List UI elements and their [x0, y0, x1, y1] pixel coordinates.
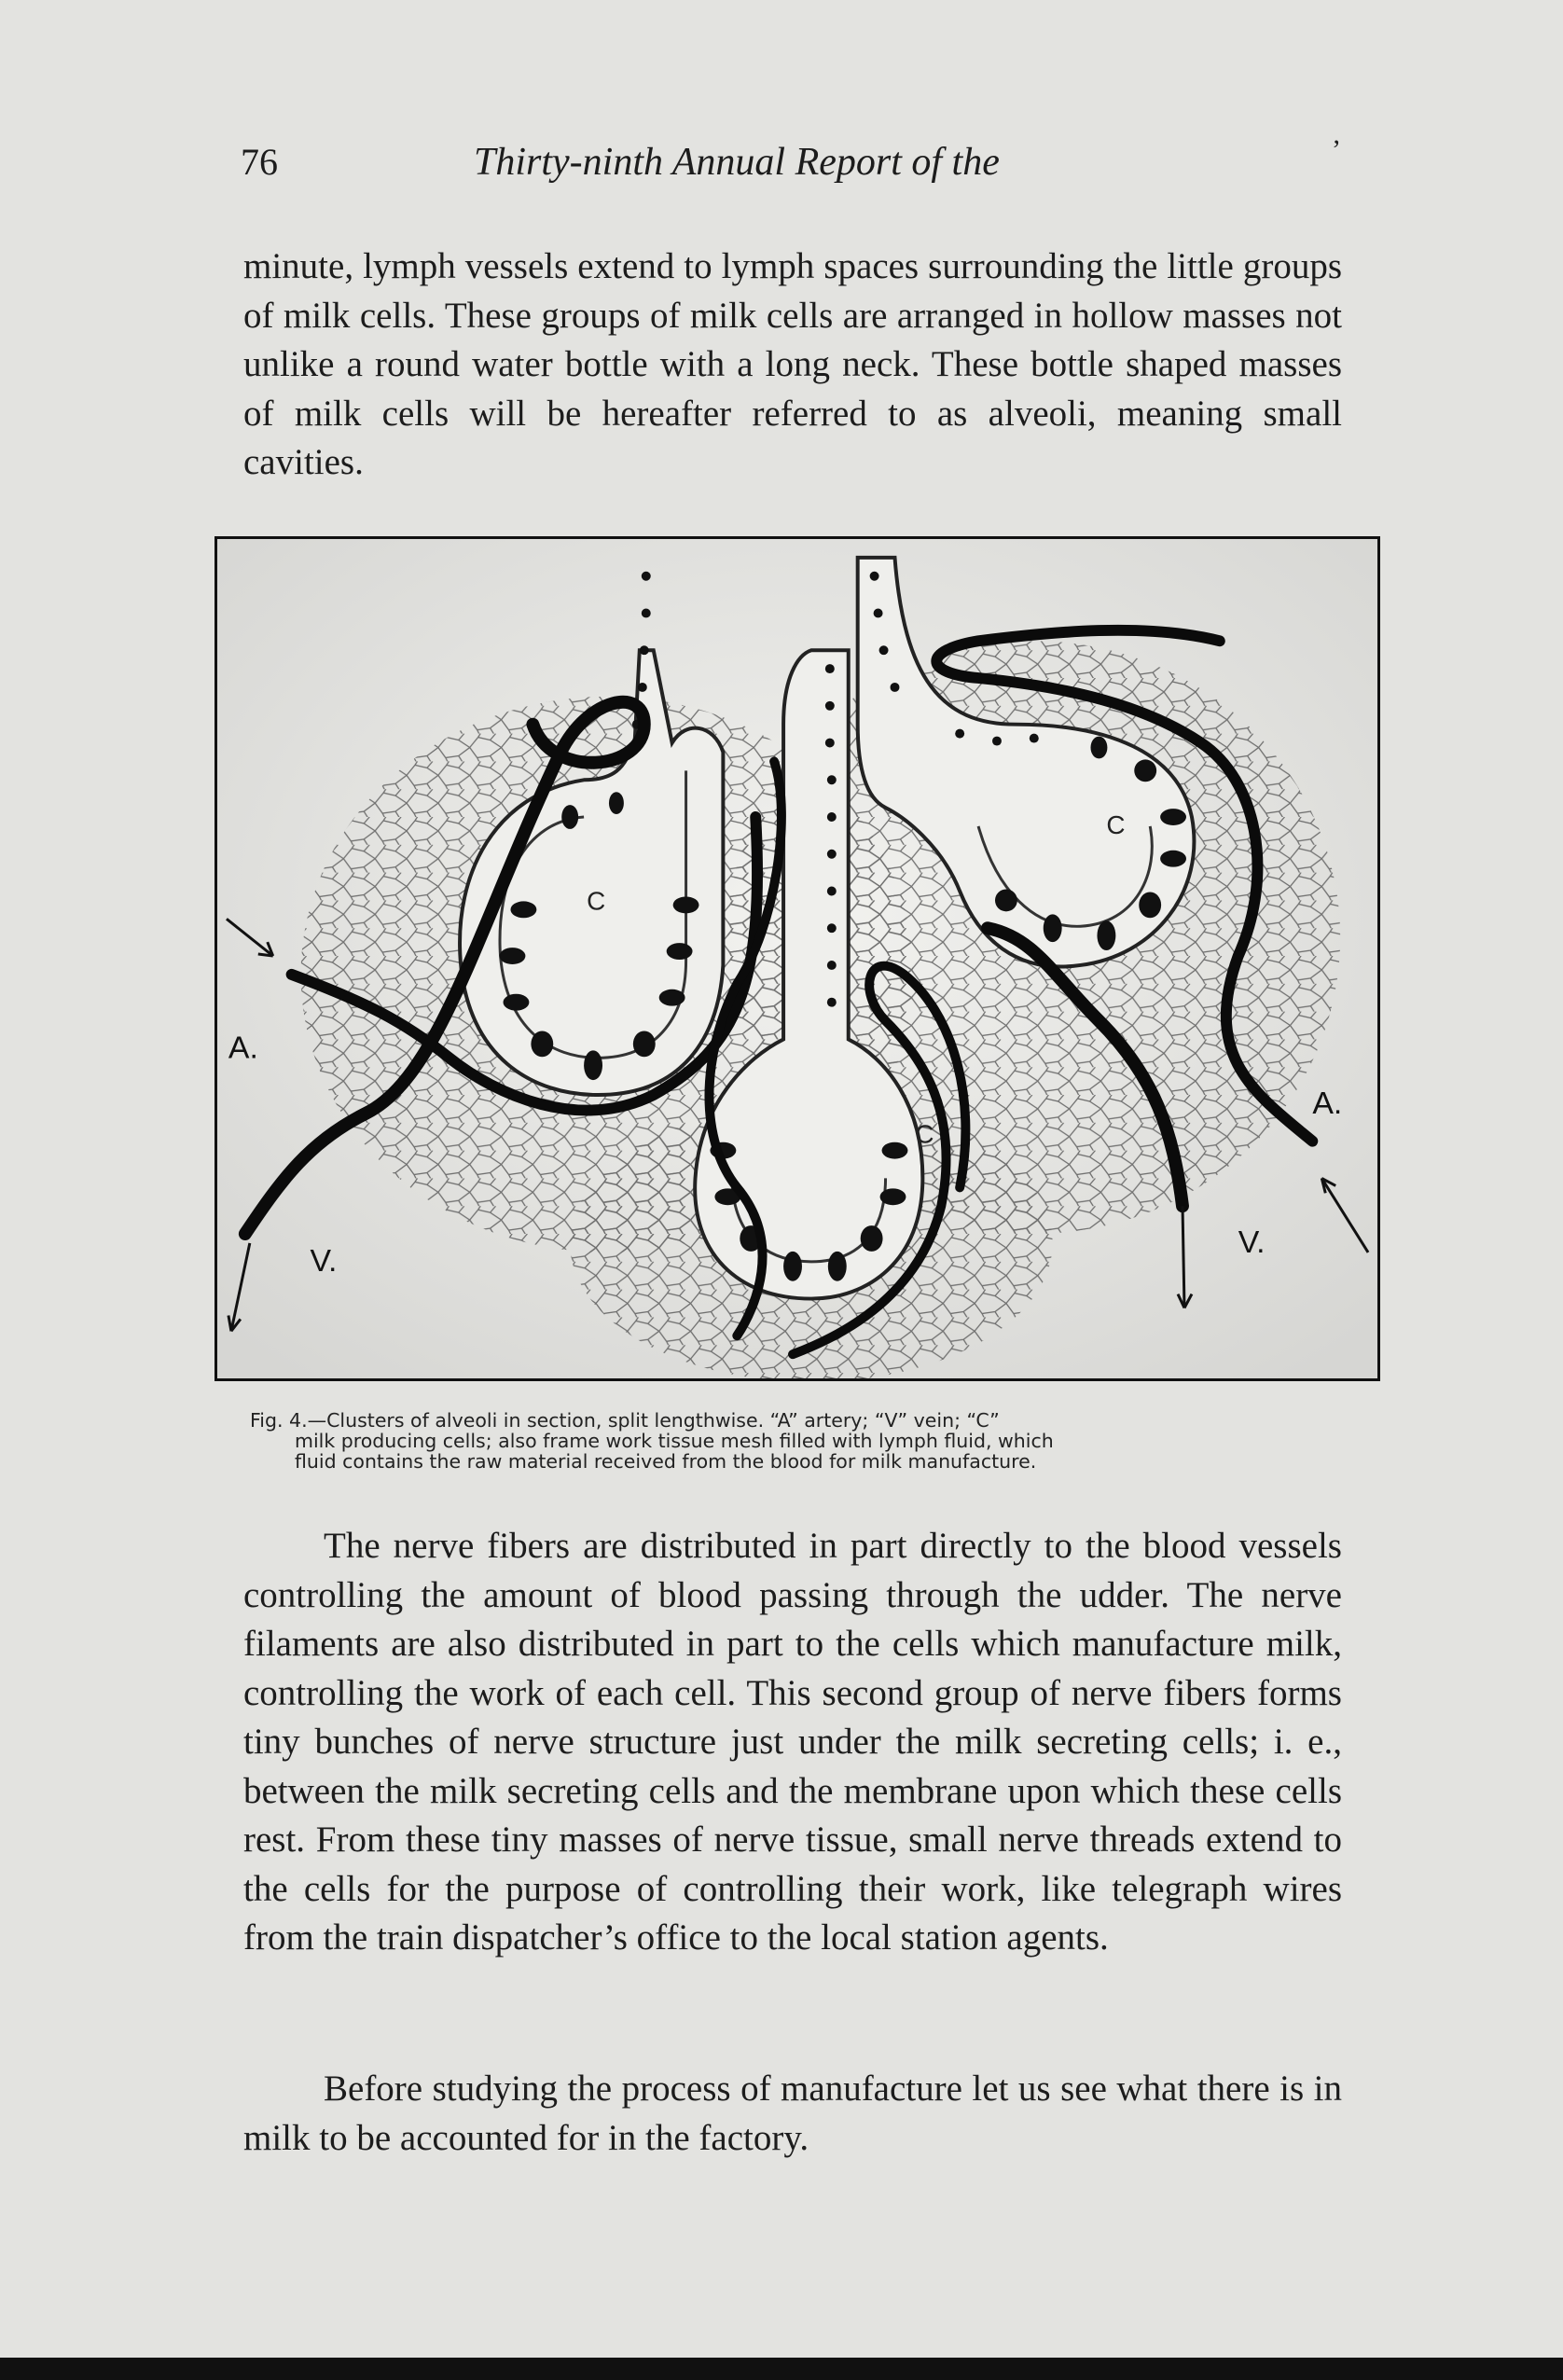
caption-line: milk producing cells; also frame work tissue mesh filled with lymph fluid, which	[295, 1430, 1054, 1452]
alveoli-figure	[214, 536, 1380, 1381]
cells-label-center: C	[915, 1119, 934, 1149]
alveoli-illustration	[217, 539, 1377, 1378]
artery-label-right: A.	[1312, 1085, 1343, 1121]
caption-line: Fig. 4.—Clusters of alveoli in section, split lengthwise. “A” artery; “V” vein; “C”	[250, 1409, 1000, 1432]
vein-label-right: V.	[1238, 1224, 1266, 1260]
caption-line: fluid contains the raw material received from the blood for milk manufacture.	[295, 1450, 1037, 1473]
cells-label-right: C	[1106, 809, 1126, 839]
figure-caption	[250, 1410, 1349, 1472]
body-paragraph-lymph: minute, lymph vessels extend to lymph spaces surrounding the little groups of milk cells. These groups of milk cells are arranged in hollow masses not unlike a round water bottle with a long neck. These bottle shaped masses of milk cells will be hereafter referred to as alveoli, meaning small cavities.	[243, 246, 1342, 482]
page-number: 76	[241, 141, 278, 183]
vein-label-left: V.	[310, 1242, 338, 1279]
artery-label-left: A.	[228, 1030, 258, 1066]
running-head	[241, 134, 1360, 196]
body-paragraph-milk: Before studying the process of manufacture let us see what there is in milk to be accounted for in the factory.	[243, 2069, 1342, 2158]
body-paragraph-nerves: The nerve fibers are distributed in part directly to the blood vessels controlling the amount of blood passing through the udder. The nerve filaments are also distributed in part to the cells which manufacture milk, controlling the work of each cell. This second group of nerve fibers forms tiny bunches of nerve structure just under the milk secreting cells; i. e., between the milk secreting cells and the membrane upon which these cells rest. From these tiny masses of nerve tissue, small nerve threads extend to the cells for the purpose of controlling their work, like telegraph wires from the train dispatcher’s office to the local station agents.	[243, 1526, 1342, 1958]
scan-edge	[0, 2358, 1563, 2380]
running-head-mark: ’	[1332, 134, 1341, 165]
running-title: Thirty-ninth Annual Report of the	[474, 141, 1000, 184]
cells-label-left: C	[587, 886, 606, 916]
